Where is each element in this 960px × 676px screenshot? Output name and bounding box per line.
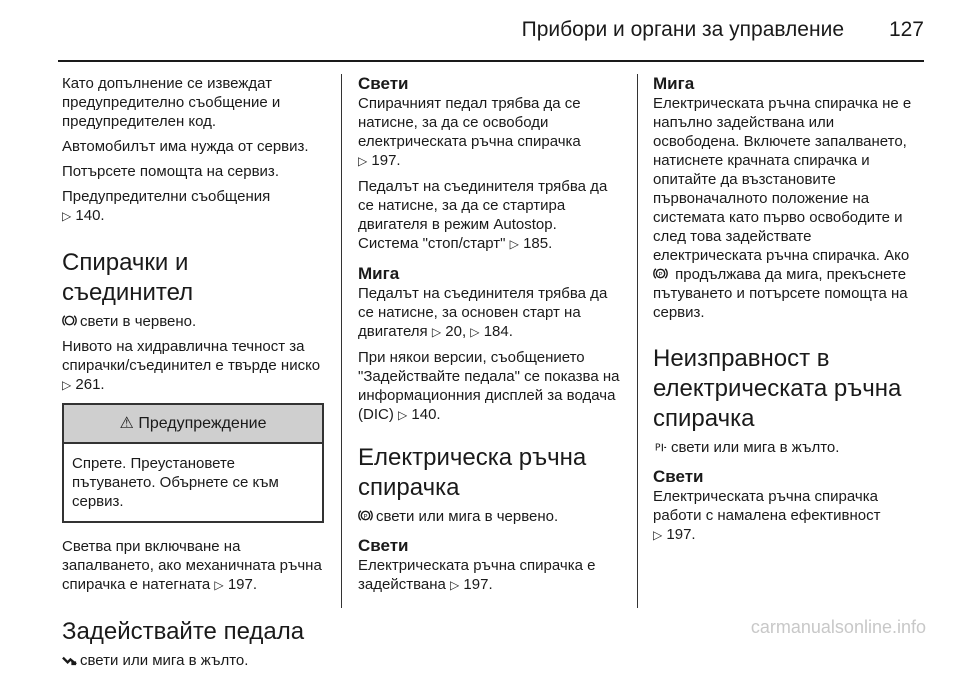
section-title-fault: Неизправност в електрическата ръчна спирачка	[653, 345, 902, 432]
page-ref-arrow-icon: ▷	[62, 378, 72, 392]
page-ref-arrow-icon: ▷	[398, 408, 408, 422]
paragraph	[358, 348, 620, 425]
brake-system-icon	[62, 313, 77, 328]
page-ref[interactable]: 140.	[411, 406, 441, 423]
page-ref-arrow-icon: ▷	[470, 325, 480, 339]
parking-brake-icon	[358, 508, 373, 523]
paragraph-text: При някои версии, съобщението "Задействайте педала" се показва на информационния дисплей за водача (DIC)	[358, 349, 620, 423]
paragraph	[62, 337, 324, 395]
parking-brake-icon	[653, 266, 668, 281]
paragraph-text: Педалът на съединителя трябва да се натисне, за основен старт на двигателя	[358, 285, 608, 340]
paragraph	[62, 537, 324, 595]
paragraph	[653, 487, 915, 545]
paragraph	[358, 94, 620, 171]
paragraph	[358, 284, 620, 342]
column-2	[358, 74, 620, 601]
indicator-text: свети или мига в жълто.	[80, 652, 249, 669]
warning-box	[62, 403, 324, 523]
subheading: Свети	[358, 536, 409, 555]
page-ref[interactable]: 197.	[371, 152, 401, 169]
paragraph-text: Светва при включване на запалването, ако механичната ръчна спирачка е натегната	[62, 538, 322, 593]
header-rule	[58, 60, 924, 62]
paragraph-text: Електрическата ръчна спирачка работи с намалена ефективност	[653, 488, 881, 524]
paragraph	[358, 177, 620, 254]
paragraph-text: Предупредителни съобщения	[62, 188, 271, 205]
page-header	[0, 0, 960, 58]
paragraph	[62, 187, 324, 226]
warning-header	[64, 405, 322, 444]
indicator-text: свети в червено.	[80, 313, 197, 330]
paragraph-text: Електрическата ръчна спирачка е задействана	[358, 557, 596, 593]
subheading: Свети	[358, 74, 409, 93]
indicator-line	[62, 312, 324, 331]
paragraph-text: Спирачният педал трябва да се натисне, за да се освободи електрическата ръчна спирачка	[358, 95, 581, 150]
page-ref-arrow-icon: ▷	[431, 325, 442, 339]
page-ref[interactable]: 261.	[75, 376, 105, 393]
page-ref-arrow-icon: ▷	[62, 209, 72, 223]
page-ref-arrow-icon: ▷	[509, 237, 519, 251]
section-title-pedal: Задействайте педала	[62, 618, 305, 645]
page-number: 127	[888, 18, 924, 41]
page-ref[interactable]: 197.	[463, 576, 493, 593]
paragraph: Потърсете помощта на сервиз.	[62, 163, 279, 180]
indicator-line	[62, 651, 324, 670]
paragraph-text: Електрическата ръчна спирачка не е напълно задействана или освободена. Включете запалването, натиснете крачната спирачка и опитайте да възстановите първоначалното положение на системата като първо освободите и след това задействате електрическата ръчна спирачка. Ако	[653, 95, 912, 264]
paragraph: Автомобилът има нужда от сервиз.	[62, 138, 309, 155]
subheading: Мига	[358, 264, 400, 283]
column-divider	[341, 74, 342, 608]
warning-title: Предупреждение	[138, 415, 267, 432]
paragraph-text: Нивото на хидравлична течност за спирачки/съединител е твърде ниско	[62, 338, 321, 374]
indicator-text: свети или мига в жълто.	[671, 439, 840, 456]
page-ref[interactable]: 197.	[666, 526, 696, 543]
indicator-line	[358, 507, 620, 526]
paragraph	[358, 556, 620, 595]
subheading: Мига	[653, 74, 695, 93]
svg-text:P: P	[654, 442, 661, 454]
section-title-epb: Електрическа ръчна спирачка	[358, 444, 587, 501]
page-ref[interactable]: 185.	[523, 235, 553, 252]
page-ref[interactable]: 20,	[445, 323, 467, 340]
page-ref[interactable]: 184.	[483, 323, 513, 340]
column-3	[653, 74, 915, 551]
page-ref[interactable]: 197.	[227, 576, 258, 593]
indicator-text: свети или мига в червено.	[376, 508, 559, 525]
warning-triangle-icon: ⚠	[119, 415, 134, 432]
paragraph: Като допълнение се извеждат предупредително съобщение и предупредителен код.	[62, 75, 281, 130]
warning-body: Спрете. Преустановете пътуването. Обърнете се към сервиз.	[72, 455, 279, 510]
paragraph-text: продължава да мига, прекъснете пътуването и потърсете помощта на сервиз.	[653, 266, 908, 321]
page-ref-arrow-icon: ▷	[450, 578, 460, 592]
column-1	[62, 74, 324, 676]
page-ref-arrow-icon: ▷	[358, 154, 368, 168]
header-title: Прибори и органи за управление	[521, 18, 844, 41]
page-ref-arrow-icon: ▷	[653, 528, 663, 542]
page-ref-arrow-icon: ▷	[214, 578, 224, 592]
watermark: carmanualsonline.info	[750, 617, 926, 637]
indicator-line	[653, 438, 915, 457]
pedal-icon	[62, 652, 77, 667]
svg-text:P: P	[658, 270, 663, 279]
paragraph-text: Педалът на съединителя трябва да се натисне, за да се стартира двигателя в режим Autostop. Система "стоп/старт"	[358, 178, 608, 252]
page-ref[interactable]: 140.	[75, 207, 105, 224]
svg-text:P: P	[363, 512, 368, 521]
subheading: Свети	[653, 467, 704, 486]
paragraph	[653, 94, 915, 322]
parking-brake-fault-icon	[653, 439, 668, 454]
column-divider	[637, 74, 638, 608]
section-title-brakes: Спирачки и съединител	[62, 249, 194, 306]
